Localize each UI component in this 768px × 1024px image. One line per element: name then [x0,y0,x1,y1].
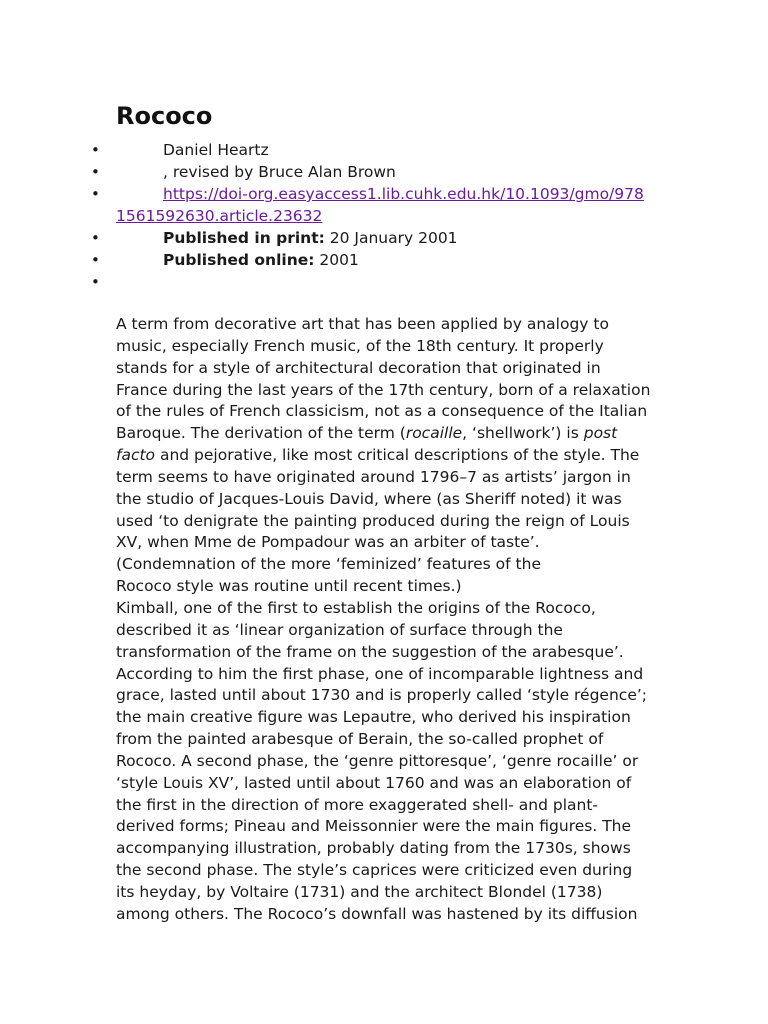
list-item-published-print [0,227,768,249]
rocaille-term: rocaille [405,424,463,443]
list-item-reviser [0,161,768,183]
author-name: Daniel Heartz [163,141,269,159]
reviser-name: , revised by Bruce Alan Brown [163,163,396,181]
list-item-doi [0,183,768,227]
bullet-icon: • [91,185,100,203]
article-metadata-list [0,139,768,291]
published-online-label: Published online: [163,251,315,269]
bullet-icon: • [91,141,100,159]
published-online-value: 2001 [314,251,359,269]
list-item-published-online [0,249,768,271]
article-body [116,314,654,926]
published-print-value: 20 January 2001 [324,229,458,247]
bullet-icon: • [91,229,100,247]
body-text-segment: and pejorative, like most critical descriptions of the style. The term seems to have originated around 1796–7 as artists’ jargon in the studio of Jacques-Louis David, where (as Sheriff noted) it was used ‘to denigrate the painting produced during the reign of Louis XV, when Mme de Pompadour was an arbiter of taste’. [116,446,640,552]
body-text-segment: , ‘shellwork’) is [462,424,584,443]
body-paragraph-1 [116,314,654,554]
post-facto-term: post facto [116,424,618,465]
body-text-segment: A term from decorative art that has been applied by analogy to music, especially French music, of the 18th century. It properly stands for a style of architectural decoration that originated in France during the last years of the 17th century, born of a relaxation of the rules of French classicism, not as a consequence of the Italian Baroque. The derivation of the term ( [116,315,651,443]
doi-link[interactable]: https://doi-org.easyaccess1.lib.cuhk.edu.hk/10.1093/gmo/9781561592630.article.23632 [116,185,644,225]
body-paragraph-3: Kimball, one of the first to establish the origins of the Rococo, described it as ‘linear organization of surface through the transformation of the frame on the suggestion of the arabesque’. According to him the first phase, one of incomparable lightness and grace, lasted until about 1730 and is properly called ‘style régence’; the main creative figure was Lepautre, who derived his inspiration from the painted arabesque of Berain, the so-called prophet of Rococo. A second phase, the ‘genre pittoresque’, ‘genre rocaille’ or ‘style Louis XV’, lasted until about 1760 and was an elaboration of the first in the direction of more exaggerated shell- and plant-derived forms; Pineau and Meissonnier were the main figures. The accompanying illustration, probably dating from the 1730s, shows the second phase. The style’s caprices were criticized even during its heyday, by Voltaire (1731) and the architect Blondel (1738) among others. The Rococo’s downfall was hastened by its diffusion [116,598,648,923]
bullet-icon: • [91,273,100,291]
published-print-label: Published in print: [163,229,325,247]
bullet-icon: • [91,163,100,181]
body-paragraph-2: (Condemnation of the more ‘feminized’ features of the Rococo style was routine until recent times.) [116,555,541,596]
article-title: Rococo [116,102,213,130]
bullet-icon: • [91,251,100,269]
list-item-author [0,139,768,161]
